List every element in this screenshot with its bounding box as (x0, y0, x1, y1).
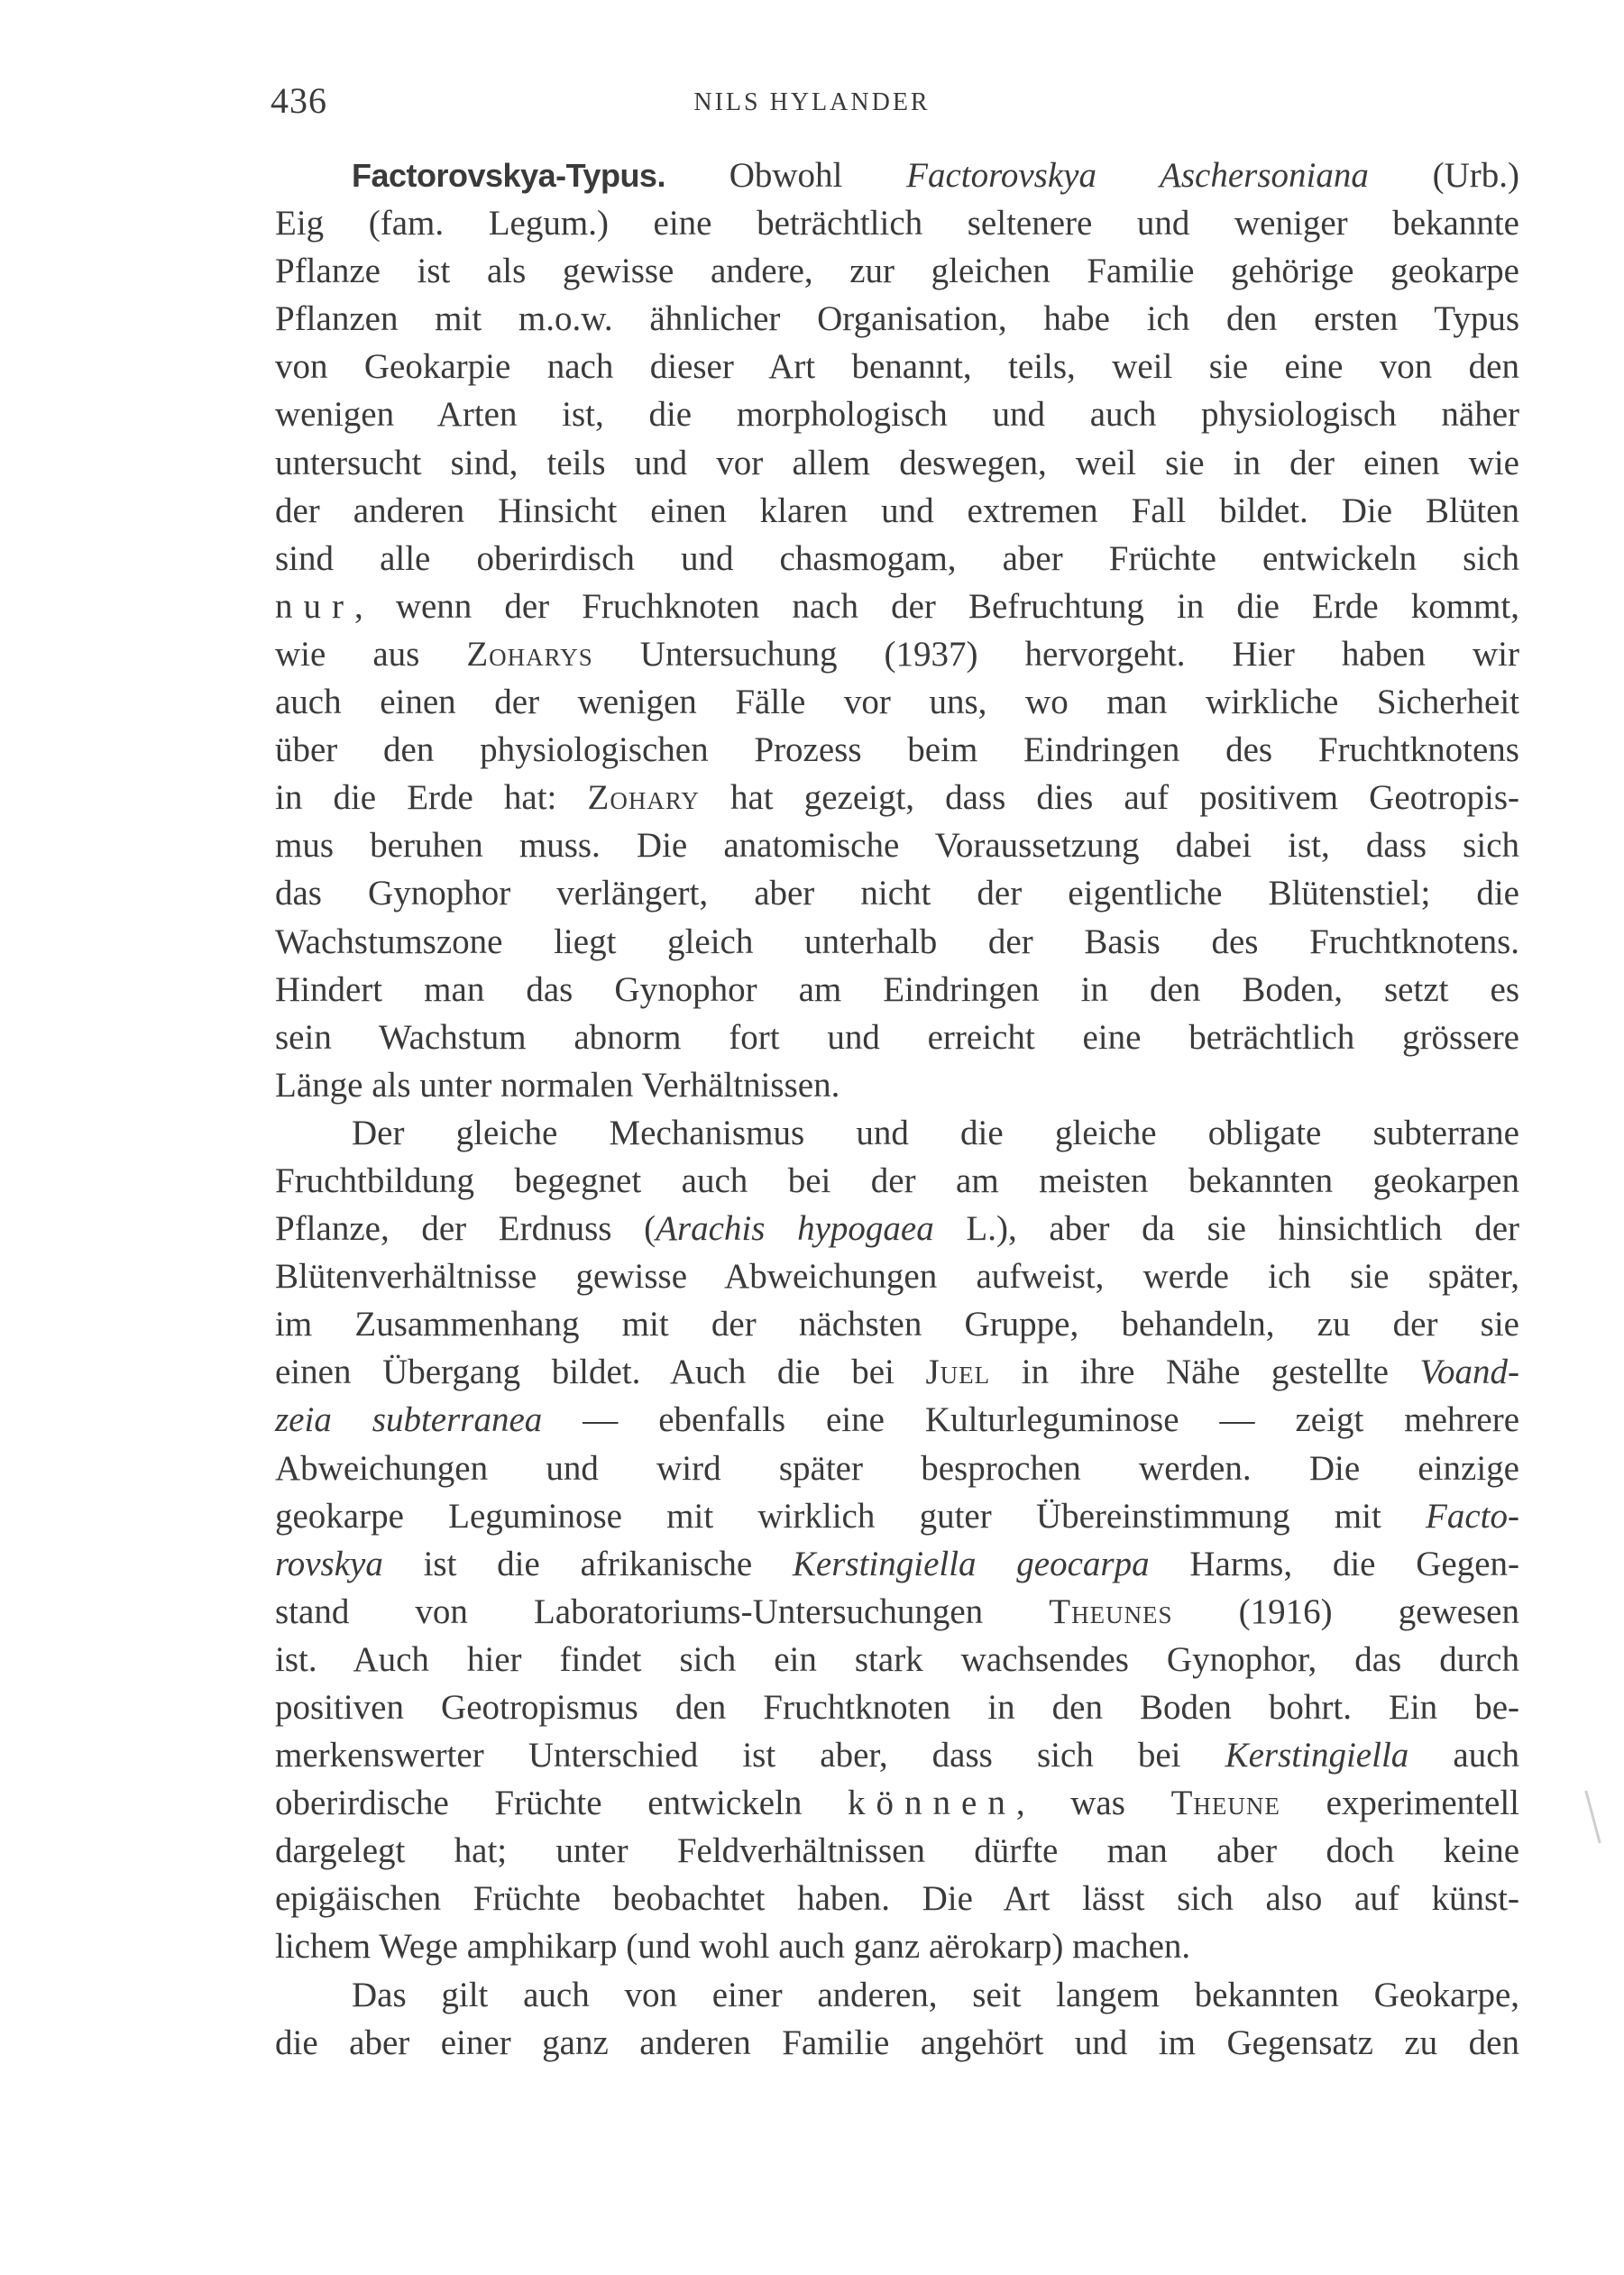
author-name: Juel (925, 1353, 991, 1392)
text-line: lichem Wege amphikarp (und wohl auch ganz aërokarp) machen. (275, 1927, 1191, 1967)
text-span: einen Übergang bildet. Auch die bei (275, 1353, 926, 1392)
spaced-emphasis: nur (275, 586, 354, 626)
text-line (275, 1492, 1519, 1540)
text-span: (Urb.) (1368, 156, 1519, 195)
text-span: Harms, die Gegen- (1149, 1544, 1519, 1583)
text-span: merkenswerter Unterschied ist aber, dass sich bei (275, 1736, 1225, 1775)
species-name: Arachis hypogaea (656, 1209, 934, 1249)
author-name: Theunes (1049, 1592, 1173, 1631)
species-name: rovskya (275, 1544, 383, 1583)
text-span: Obwohl (665, 156, 907, 195)
species-name: Kerstingiella geocarpa (792, 1544, 1150, 1583)
text-span: geokarpe Leguminose mit wirklich guter Übereinstimmung mit (275, 1496, 1427, 1536)
text-line (275, 1205, 1519, 1252)
author-name: Theune (1170, 1784, 1280, 1823)
text-line: sein Wachstum abnorm fort und erreicht eine beträchtlich grössere (275, 1017, 1519, 1057)
text-span: in ihre Nähe gestellte (990, 1353, 1420, 1392)
text-line: sind alle oberirdisch und chasmogam, aber Früchte entwickeln sich (275, 538, 1519, 578)
text-line: auch einen der wenigen Fälle vor uns, wo man wirkliche Sicherheit (275, 683, 1519, 722)
page-edge-mark (1584, 1791, 1601, 1844)
text-span: stand von Laboratoriums-Untersuchungen (275, 1592, 1050, 1631)
text-line: Eig (fam. Legum.) eine beträchtlich seltenere und weniger bekannte (275, 204, 1519, 243)
text-line: untersucht sind, teils und vor allem deswegen, weil sie in der einen wie (275, 443, 1519, 482)
author-name: Zohary (587, 778, 700, 818)
species-name: zeia subterranea (275, 1400, 543, 1440)
text-span: (1916) gewesen (1172, 1592, 1519, 1631)
text-line: das Gynophor verlängert, aber nicht der eigentliche Blütenstiel; die (275, 874, 1519, 913)
text-line: dargelegt hat; unter Feldverhältnissen dürfte man aber doch keine (275, 1831, 1519, 1871)
text-line: Das gilt auch von einer anderen, seit langem bekannten Geokarpe, (352, 1975, 1519, 2014)
text-span: oberirdische Früchte entwickeln (275, 1784, 849, 1823)
spaced-emphasis: können (848, 1784, 1016, 1823)
species-name: Voand- (1419, 1353, 1520, 1392)
text-line (275, 630, 1519, 678)
text-line: wenigen Arten ist, die morphologisch und auch physiologisch näher (275, 395, 1519, 435)
text-line: Der gleiche Mechanismus und die gleiche obligate subterrane (352, 1113, 1519, 1152)
species-name: Facto- (1426, 1496, 1519, 1536)
text-line: Abweichungen und wird später besprochen werden. Die einzige (275, 1448, 1519, 1488)
text-line: Länge als unter normalen Verhältnissen. (275, 1065, 840, 1105)
text-line (275, 1396, 1519, 1444)
running-head: NILS HYLANDER (693, 88, 931, 116)
text-line (275, 1540, 1519, 1588)
text-line (275, 1779, 1519, 1827)
text-line: Blütenverhältnisse gewisse Abweichungen aufweist, werde ich sie später, (275, 1257, 1519, 1297)
text-line (275, 1348, 1519, 1396)
text-span: auch (1408, 1736, 1519, 1775)
text-line: Pflanze ist als gewisse andere, zur gleichen Familie gehörige geokarpe (275, 252, 1519, 291)
text-span: experimentell (1280, 1784, 1520, 1823)
text-line: Wachstumszone liegt gleich unterhalb der Basis des Fruchtknotens. (275, 922, 1519, 961)
section-heading: Factorovskya-Typus. (352, 157, 665, 194)
text-line (275, 151, 1519, 199)
page-number: 436 (271, 80, 327, 121)
text-line (275, 1731, 1519, 1779)
text-line: Hindert man das Gynophor am Eindringen in den Boden, setzt es (275, 969, 1519, 1009)
text-line: epigäischen Früchte beobachtet haben. Die Art lässt sich also auf künst- (275, 1879, 1519, 1919)
text-line: Pflanzen mit m.o.w. ähnlicher Organisation, habe ich den ersten Typus (275, 299, 1519, 339)
text-span: ist die afrikanische (382, 1544, 793, 1583)
text-line: Fruchtbildung begegnet auch bei der am meisten bekannten geokarpen (275, 1160, 1519, 1200)
text-line: mus beruhen muss. Die anatomische Voraussetzung dabei ist, dass sich (275, 826, 1519, 866)
species-name: Factorovskya Aschersoniana (906, 156, 1369, 195)
text-span: Untersuchung (1937) hervorgeht. Hier haben wir (592, 634, 1519, 674)
text-line (275, 774, 1519, 821)
text-line: der anderen Hinsicht einen klaren und extremen Fall bildet. Die Blüten (275, 491, 1519, 530)
text-line: ist. Auch hier findet sich ein stark wachsendes Gynophor, das durch (275, 1639, 1519, 1679)
body-text (275, 151, 1519, 2067)
author-name: Zoharys (466, 634, 593, 674)
text-line (275, 1588, 1519, 1636)
species-name: Kerstingiella (1225, 1736, 1409, 1775)
text-line: von Geokarpie nach dieser Art benannt, teils, weil sie eine von den (275, 347, 1519, 387)
text-line: die aber einer ganz anderen Familie angehört und im Gegensatz zu den (275, 2023, 1519, 2062)
text-span: L.), aber da sie hinsichtlich der (933, 1209, 1519, 1249)
text-line (275, 583, 1519, 630)
text-span: Pflanze, der Erdnuss ( (275, 1209, 656, 1249)
text-span: in die Erde hat: (275, 778, 588, 818)
text-line: über den physiologischen Prozess beim Eindringen des Fruchtknotens (275, 730, 1519, 770)
text-line: im Zusammenhang mit der nächsten Gruppe, behandeln, zu der sie (275, 1305, 1519, 1344)
text-span: , wenn der Fruchknoten nach der Befruchtung in die Erde kommt, (354, 586, 1519, 626)
text-line: positiven Geotropismus den Fruchtknoten in den Boden bohrt. Ein be- (275, 1688, 1519, 1727)
text-span: — ebenfalls eine Kulturleguminose — zeigt mehrere (542, 1400, 1519, 1440)
text-span: hat gezeigt, dass dies auf positivem Geotropis- (699, 778, 1519, 818)
text-span: wie aus (275, 634, 467, 674)
text-span: , was (1015, 1784, 1171, 1823)
